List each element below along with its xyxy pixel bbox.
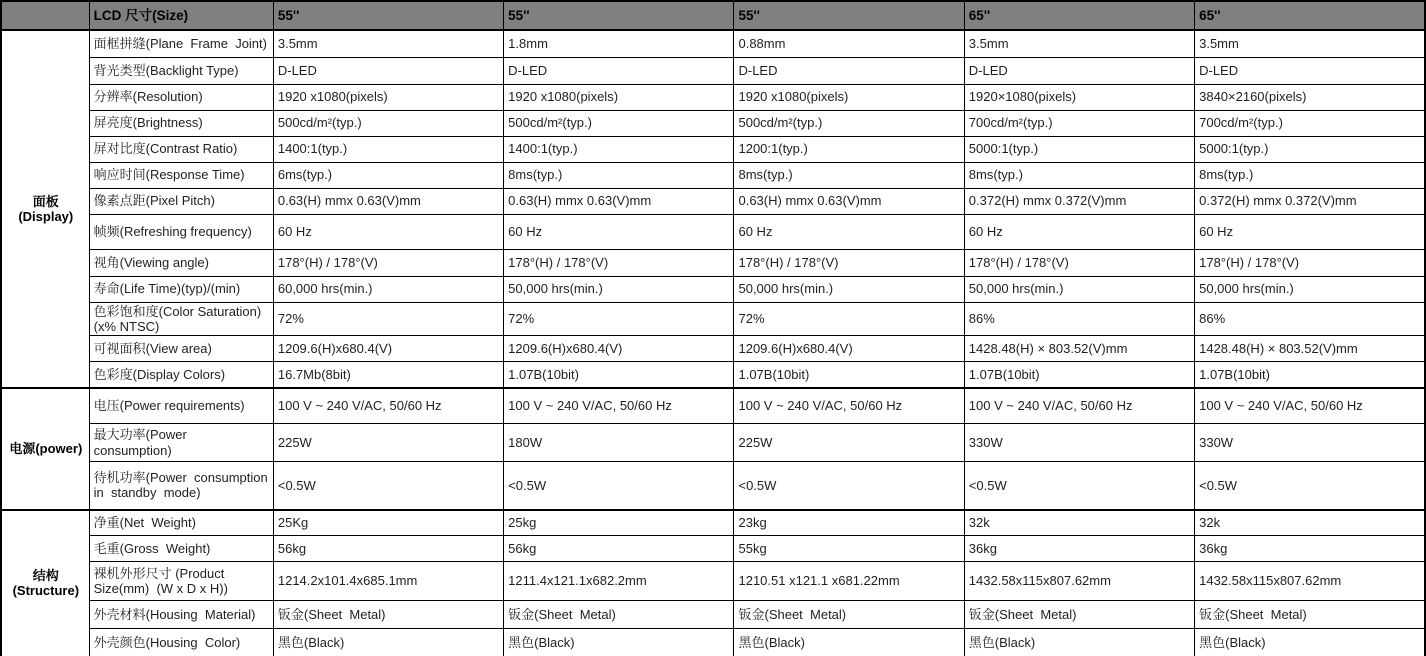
spec-value: 0.372(H) mmx 0.372(V)mm	[964, 188, 1194, 214]
spec-value: 钣金(Sheet Metal)	[734, 601, 964, 629]
spec-value: 1428.48(H) × 803.52(V)mm	[964, 336, 1194, 362]
column-header: 55''	[734, 1, 964, 30]
table-row	[1, 388, 1425, 424]
spec-value: <0.5W	[964, 462, 1194, 510]
spec-value: D-LED	[734, 57, 964, 84]
table-row	[1, 629, 1425, 656]
spec-value: 60 Hz	[273, 214, 503, 249]
spec-value: 36kg	[1195, 536, 1425, 562]
spec-value: 100 V ~ 240 V/AC, 50/60 Hz	[734, 388, 964, 424]
spec-value: 1214.2x101.4x685.1mm	[273, 562, 503, 601]
spec-value: <0.5W	[273, 462, 503, 510]
spec-value: 8ms(typ.)	[504, 162, 734, 188]
spec-value: 25Kg	[273, 510, 503, 536]
spec-value: 700cd/m²(typ.)	[964, 110, 1194, 136]
spec-value: 72%	[504, 302, 734, 336]
spec-value: 钣金(Sheet Metal)	[1195, 601, 1425, 629]
spec-label: 待机功率(Power consumption in standby mode)	[89, 462, 273, 510]
group-cell: 面板(Display)	[1, 30, 89, 388]
spec-value: 60 Hz	[1195, 214, 1425, 249]
spec-value: 1211.4x121.1x682.2mm	[504, 562, 734, 601]
spec-value: 60,000 hrs(min.)	[273, 276, 503, 302]
spec-value: 180W	[504, 424, 734, 462]
table-row	[1, 510, 1425, 536]
spec-label: 可视面积(View area)	[89, 336, 273, 362]
spec-value: 500cd/m²(typ.)	[504, 110, 734, 136]
spec-label: 色彩饱和度(Color Saturation)(x% NTSC)	[89, 302, 273, 336]
spec-value: D-LED	[964, 57, 1194, 84]
spec-label: 背光类型(Backlight Type)	[89, 57, 273, 84]
table-row	[1, 188, 1425, 214]
spec-value: 1.8mm	[504, 30, 734, 57]
spec-label: 最大功率(Power consumption)	[89, 424, 273, 462]
corner-cell	[1, 1, 89, 30]
table-row	[1, 214, 1425, 249]
spec-value: 1209.6(H)x680.4(V)	[504, 336, 734, 362]
spec-value: 178°(H) / 178°(V)	[734, 249, 964, 276]
table-row	[1, 136, 1425, 162]
spec-label: 净重(Net Weight)	[89, 510, 273, 536]
spec-value: D-LED	[1195, 57, 1425, 84]
table-row	[1, 601, 1425, 629]
spec-value: D-LED	[504, 57, 734, 84]
spec-value: 100 V ~ 240 V/AC, 50/60 Hz	[273, 388, 503, 424]
spec-value: 86%	[1195, 302, 1425, 336]
spec-value: 1209.6(H)x680.4(V)	[734, 336, 964, 362]
spec-value: 60 Hz	[734, 214, 964, 249]
spec-value: 0.63(H) mmx 0.63(V)mm	[504, 188, 734, 214]
spec-value: 500cd/m²(typ.)	[734, 110, 964, 136]
spec-value: 330W	[964, 424, 1194, 462]
table-row	[1, 302, 1425, 336]
spec-value: 330W	[1195, 424, 1425, 462]
spec-value: 72%	[734, 302, 964, 336]
table-row	[1, 162, 1425, 188]
column-header: 65''	[1195, 1, 1425, 30]
spec-value: 50,000 hrs(min.)	[1195, 276, 1425, 302]
spec-value: 1432.58x115x807.62mm	[1195, 562, 1425, 601]
spec-value: 25kg	[504, 510, 734, 536]
spec-value: 100 V ~ 240 V/AC, 50/60 Hz	[964, 388, 1194, 424]
spec-label: 外壳颜色(Housing Color)	[89, 629, 273, 656]
spec-value: 钣金(Sheet Metal)	[964, 601, 1194, 629]
spec-value: 36kg	[964, 536, 1194, 562]
spec-value: 225W	[734, 424, 964, 462]
spec-value: 50,000 hrs(min.)	[504, 276, 734, 302]
spec-label: 像素点距(Pixel Pitch)	[89, 188, 273, 214]
spec-label: 面框拼缝(Plane Frame Joint)	[89, 30, 273, 57]
table-row	[1, 462, 1425, 510]
spec-value: 8ms(typ.)	[964, 162, 1194, 188]
table-row	[1, 424, 1425, 462]
spec-value: 60 Hz	[964, 214, 1194, 249]
spec-value: 0.63(H) mmx 0.63(V)mm	[734, 188, 964, 214]
table-row	[1, 336, 1425, 362]
table-row	[1, 249, 1425, 276]
spec-value: 1400:1(typ.)	[273, 136, 503, 162]
spec-label: 帧频(Refreshing frequency)	[89, 214, 273, 249]
table-row	[1, 562, 1425, 601]
header-row	[1, 1, 1425, 30]
column-header: 55''	[273, 1, 503, 30]
spec-value: 0.372(H) mmx 0.372(V)mm	[1195, 188, 1425, 214]
spec-value: 6ms(typ.)	[273, 162, 503, 188]
spec-value: D-LED	[273, 57, 503, 84]
table-row	[1, 30, 1425, 57]
table-row	[1, 84, 1425, 110]
spec-value: 100 V ~ 240 V/AC, 50/60 Hz	[504, 388, 734, 424]
spec-value: 1.07B(10bit)	[964, 362, 1194, 388]
table-row	[1, 110, 1425, 136]
spec-label: 屏对比度(Contrast Ratio)	[89, 136, 273, 162]
spec-value: 32k	[964, 510, 1194, 536]
spec-value: 1920×1080(pixels)	[964, 84, 1194, 110]
spec-value: 56kg	[273, 536, 503, 562]
spec-value: 8ms(typ.)	[734, 162, 964, 188]
spec-value: 178°(H) / 178°(V)	[273, 249, 503, 276]
spec-label: 视角(Viewing angle)	[89, 249, 273, 276]
spec-value: 1209.6(H)x680.4(V)	[273, 336, 503, 362]
spec-value: 5000:1(typ.)	[1195, 136, 1425, 162]
spec-value: 16.7Mb(8bit)	[273, 362, 503, 388]
spec-value: 黑色(Black)	[504, 629, 734, 656]
column-header: 65''	[964, 1, 1194, 30]
spec-value: 3.5mm	[1195, 30, 1425, 57]
spec-value: 1920 x1080(pixels)	[734, 84, 964, 110]
spec-value: <0.5W	[1195, 462, 1425, 510]
spec-value: 8ms(typ.)	[1195, 162, 1425, 188]
spec-value: 100 V ~ 240 V/AC, 50/60 Hz	[1195, 388, 1425, 424]
spec-label: 裸机外形尺寸 (Product Size(mm) (W x D x H))	[89, 562, 273, 601]
spec-value: 23kg	[734, 510, 964, 536]
group-cell: 电源(power)	[1, 388, 89, 510]
table-row	[1, 276, 1425, 302]
spec-value: 黑色(Black)	[964, 629, 1194, 656]
table-row	[1, 57, 1425, 84]
spec-value: 178°(H) / 178°(V)	[504, 249, 734, 276]
spec-value: <0.5W	[504, 462, 734, 510]
spec-value: 60 Hz	[504, 214, 734, 249]
spec-label: 色彩度(Display Colors)	[89, 362, 273, 388]
spec-value: 1428.48(H) × 803.52(V)mm	[1195, 336, 1425, 362]
spec-value: 500cd/m²(typ.)	[273, 110, 503, 136]
spec-value: 178°(H) / 178°(V)	[1195, 249, 1425, 276]
spec-label: 毛重(Gross Weight)	[89, 536, 273, 562]
group-cell: 结构 (Structure)	[1, 510, 89, 656]
spec-value: 0.63(H) mmx 0.63(V)mm	[273, 188, 503, 214]
spec-value: 1210.51 x121.1 x681.22mm	[734, 562, 964, 601]
spec-value: 32k	[1195, 510, 1425, 536]
spec-value: 5000:1(typ.)	[964, 136, 1194, 162]
spec-value: 55kg	[734, 536, 964, 562]
spec-value: 1432.58x115x807.62mm	[964, 562, 1194, 601]
spec-value: 黑色(Black)	[1195, 629, 1425, 656]
spec-value: 3840×2160(pixels)	[1195, 84, 1425, 110]
column-header: 55''	[504, 1, 734, 30]
spec-value: 3.5mm	[273, 30, 503, 57]
spec-value: 56kg	[504, 536, 734, 562]
spec-label: 寿命(Life Time)(typ)/(min)	[89, 276, 273, 302]
spec-value: 50,000 hrs(min.)	[964, 276, 1194, 302]
spec-value: 黑色(Black)	[273, 629, 503, 656]
spec-value: <0.5W	[734, 462, 964, 510]
spec-value: 72%	[273, 302, 503, 336]
spec-value: 钣金(Sheet Metal)	[273, 601, 503, 629]
spec-value: 1.07B(10bit)	[734, 362, 964, 388]
table-row	[1, 536, 1425, 562]
spec-label: 响应时间(Response Time)	[89, 162, 273, 188]
size-label-cell: LCD 尺寸(Size)	[89, 1, 273, 30]
spec-label: 外壳材料(Housing Material)	[89, 601, 273, 629]
table-row	[1, 362, 1425, 388]
spec-value: 黑色(Black)	[734, 629, 964, 656]
spec-value: 225W	[273, 424, 503, 462]
spec-value: 1920 x1080(pixels)	[273, 84, 503, 110]
spec-value: 1920 x1080(pixels)	[504, 84, 734, 110]
spec-value: 178°(H) / 178°(V)	[964, 249, 1194, 276]
spec-value: 700cd/m²(typ.)	[1195, 110, 1425, 136]
spec-value: 50,000 hrs(min.)	[734, 276, 964, 302]
spec-value: 1.07B(10bit)	[504, 362, 734, 388]
spec-value: 1400:1(typ.)	[504, 136, 734, 162]
spec-value: 1200:1(typ.)	[734, 136, 964, 162]
spec-value: 0.88mm	[734, 30, 964, 57]
spec-value: 钣金(Sheet Metal)	[504, 601, 734, 629]
spec-label: 电压(Power requirements)	[89, 388, 273, 424]
spec-value: 86%	[964, 302, 1194, 336]
spec-label: 分辨率(Resolution)	[89, 84, 273, 110]
spec-value: 3.5mm	[964, 30, 1194, 57]
spec-value: 1.07B(10bit)	[1195, 362, 1425, 388]
spec-label: 屏亮度(Brightness)	[89, 110, 273, 136]
